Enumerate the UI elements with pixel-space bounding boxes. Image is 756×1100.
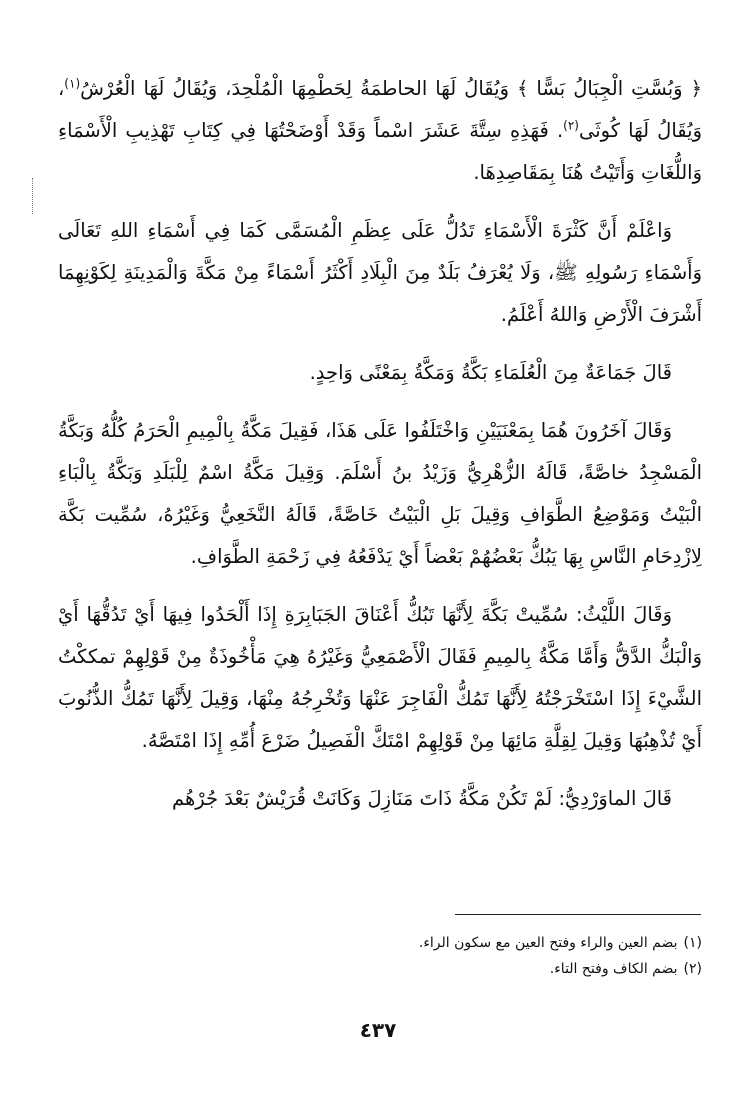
paragraph-2: وَاعْلَمْ أَنَّ كَثْرَةَ الْأَسْمَاءِ تَدُلُّ عَلَى عِظَمِ الْمُسَمَّى كَمَا فِي أَسْمَاءِ اللهِ تَعَالَى وَأَسْمَاءِ رَسُولِهِ ﷺ، وَلَا يُعْرَفُ بَلَدٌ مِنَ الْبِلَادِ أَكْثَرُ أَسْمَاءً مِنْ مَكَّةَ وَالْمَدِينَةِ لِكَوْنِهِمَا أَشْرَفَ الْأَرْضِ وَاللهُ أَعْلَمُ. <box>58 219 702 326</box>
footnote-2-number: (٢) <box>683 961 702 977</box>
margin-mark <box>32 178 35 214</box>
footnote-1-text: بضم العين والراء وفتح العين مع سكون الراء. <box>418 935 678 951</box>
footnote-1-number: (١) <box>683 935 702 951</box>
footnotes <box>300 930 702 982</box>
footnote-ref-1[interactable]: (١) <box>64 76 81 91</box>
paragraph-5: وَقَالَ اللَّيْثُ: سُمِّيتْ بَكَّةَ لِأَنَّهَا تَبُكُّ أَعْنَاقَ الجَبَابِرَةِ إِذَا أَلْحَدُوا فِيهَا أَيْ تَدُقُّهَا أَيْ وَالْبَكُّ الدَّقُّ وَأَمَّا مَكَّةُ بِالمِيمِ فَقَالَ الْأَصْمَعِيُّ وَغَيْرُهُ هِيَ مَأْخُوذَةٌ مِنْ قَوْلِهِمْ تمككْتُ الشَّيْءَ إِذَا اسْتَخْرَجْتُهُ لِأَنَّهَا تَمُكُّ الْفَاجِرَ عَنْهَا وَتُخْرِجُهُ مِنْهَا، وَقِيلَ لِأَنَّهَا تَمُكُّ الذُّنُوبَ أَيْ تُذْهِبُهَا وَقِيلَ لِقِلَّةِ مَائِهَا مِنْ قَوْلِهِمْ امْتَكَّ الْفَصِيلُ ضَرْعَ أُمِّهِ إِذَا امْتَصَّهُ. <box>58 603 702 752</box>
paragraph-1-part-1: ﴿ وَبُسَّتِ الْجِبَالُ بَسًّا ﴾ وَيُقَالُ لَهَا الحاطمَةُ لِحَطْمِهَا الْمُلْحِدَ، وَيُقَالُ لَهَا الْعُرْشُ <box>80 77 702 100</box>
paragraph-6: قَالَ الماوَرْدِيُّ: لَمْ تَكُنْ مَكَّةُ ذَاتَ مَنَازِلَ وَكَانَتْ قُرَيْشٌ بَعْدَ جُرْهُم <box>171 787 672 810</box>
paragraph-1-part-3: . فَهَذِهِ سِتَّةَ عَشَرَ اسْماً وَقَدْ أَوْضَحْتُهَا فِي كِتَابِ تَهْذِيبِ الْأَسْمَاءِ وَاللُّغَاتِ وَأَتَيْتُ هُنَا بِمَقَاصِدِهَا. <box>58 119 702 184</box>
footnote-1 <box>300 930 702 956</box>
footnote-2-text: بضم الكاف وفتح التاء. <box>549 961 678 977</box>
paragraph-3: قَالَ جَمَاعَةٌ مِنَ الْعُلَمَاءِ بَكَّةُ وَمَكَّةُ بِمَعْنًى وَاحِدٍ. <box>309 361 672 384</box>
footnote-ref-2[interactable]: (٢) <box>563 118 579 133</box>
page-number: ٤٣٧ <box>359 1018 397 1042</box>
body-text <box>58 68 702 836</box>
paragraph-1 <box>58 68 702 194</box>
footnote-2 <box>300 956 702 982</box>
paragraph-1-part-2: ، وَيُقَالُ لَهَا كُوثَى <box>58 77 703 142</box>
footnote-separator <box>455 914 701 915</box>
paragraph-4: وَقَالَ آخَرُونَ هُمَا بِمَعْنَيَيْنِ وَاخْتَلَفُوا عَلَى هَذَا، فَقِيلَ مَكَّةُ بِالْمِيمِ الْحَرَمُ كُلُّهُ وَبَكَّةُ الْمَسْجِدُ خاصَّةً، قَالَهُ الزُّهْرِيُّ وَزَيْدُ بنُ أَسْلَمَ. وَقِيلَ مَكَّةُ اسْمٌ لِلْبَلَدِ وَبَكَّةُ بِالْبَاءِ الْبَيْتُ وَمَوْضِعُ الطَّوَافِ وَقِيلَ بَلِ الْبَيْتُ خَاصَّةً، قَالَهُ النَّخَعِيُّ وَغَيْرُهُ، سُمِّيت بَكَّة لِازْدِحَامِ النَّاسِ بِهَا يَبُكُّ بَعْضُهُمْ بَعْضاً أَيْ يَدْفَعُهُ فِي زَحْمَةِ الطَّوَافِ. <box>58 419 702 568</box>
